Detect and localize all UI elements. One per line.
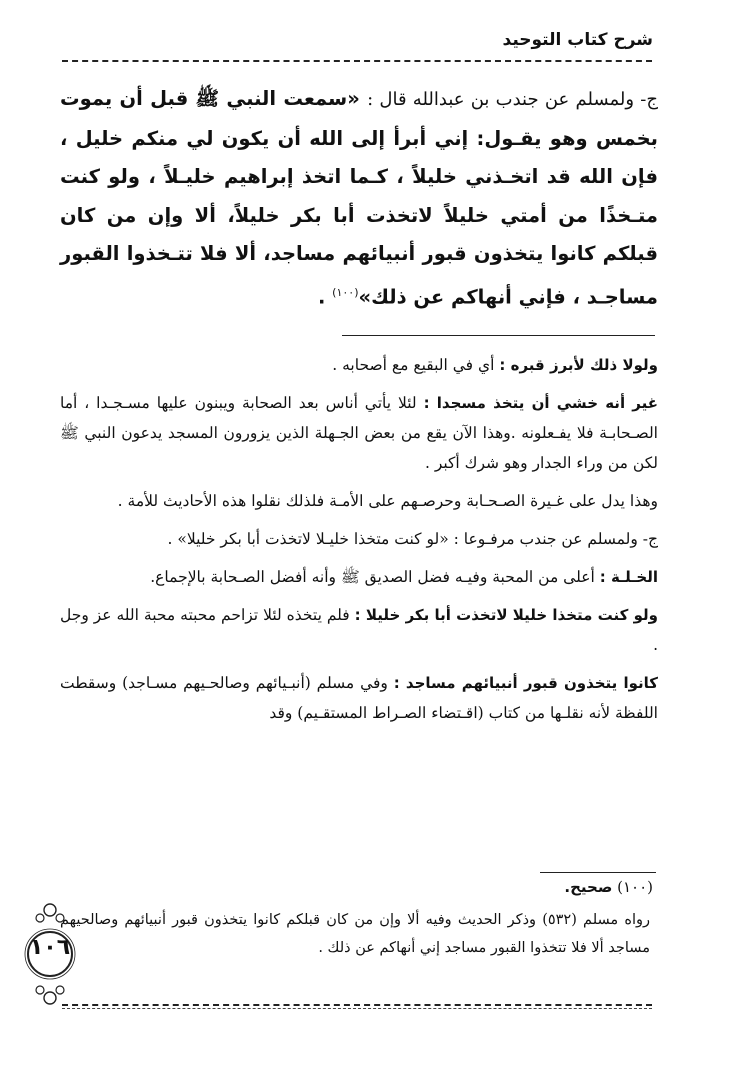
header-divider bbox=[62, 60, 652, 62]
running-header: شرح كتاب التوحيد bbox=[502, 30, 653, 50]
footnote-reference: (١٠٠) bbox=[332, 285, 359, 299]
footnote-heading bbox=[564, 878, 653, 896]
commentary-text: فلم يتخذه لئلا تزاحم محبته محبة الله عز وجل . bbox=[60, 606, 658, 654]
footer-divider bbox=[62, 1004, 652, 1006]
commentary-paragraph bbox=[60, 600, 658, 660]
commentary-text: أعلى من المحبة وفيـه فضل الصديق ﷺ وأنه أفضل الصـحابة بالإجماع. bbox=[150, 568, 600, 586]
page-number: ١٠٦ bbox=[29, 935, 71, 960]
footnote-text: رواه مسلم (٥٣٢) وذكر الحديث وفيه ألا وإن من كان قبلكم كانوا يتخذون قبور أنبيائهم وصالحيهم مساجد ألا فلا تتخذوا القبور مساجد إني أنهاكم عن ذلك . bbox=[60, 912, 650, 956]
commentary-paragraph bbox=[60, 350, 658, 380]
hadith-quote: «سمعت النبي ﷺ قبل أن يموت بخمس وهو يقـول: إني أبرأ إلى الله أن يكون لي منكم خليل ، فإن الله قد اتخـذني خليلاً ، كـما اتخذ إبراهيم خليـلاً ، ولو كنت متـخذًا من أمتي خليلاً لاتخذت أبا بكر خليلاً، ألا وإن من كان قبلكم كانوا يتخذون قبور أنبيائهم مساجد، ألا فلا تتـخذوا القبور مساجـد ، فإني أنهاكم عن ذلك» bbox=[60, 87, 658, 308]
footnote-number: (١٠٠) bbox=[617, 878, 653, 896]
commentary-text: وهذا يدل على غـيرة الصـحـابة وحرصـهم على الأمـة فلذلك نقلوا هذه الأحاديث للأمة . bbox=[117, 492, 658, 510]
commentary-keyword: ولو كنت متخذا خليلا لاتخذت أبا بكر خليلا : bbox=[354, 606, 658, 624]
commentary-paragraph bbox=[60, 524, 658, 554]
hadith-end: . bbox=[317, 285, 326, 308]
commentary-text: لئلا يأتي أناس بعد الصحابة ويبنون عليها مسـجـدا ، أما الصـحابـة فلا يفـعلونه .وهذا الآن يقع من بعض الجـهلة الذين يزورون المسجد يدعون النبي ﷺ لكن من وراء الجدار وهو شرك أكبر . bbox=[60, 394, 658, 472]
hadith-lead: ج- ولمسلم عن جندب بن عبدالله قال : bbox=[367, 89, 659, 110]
commentary-text: أي في البقيع مع أصحابه . bbox=[332, 356, 500, 374]
commentary bbox=[60, 350, 658, 736]
section-divider bbox=[342, 335, 655, 336]
footnote-grade: صحيح. bbox=[564, 878, 613, 896]
commentary-paragraph bbox=[60, 486, 658, 516]
commentary-paragraph bbox=[60, 668, 658, 728]
commentary-paragraph bbox=[60, 562, 658, 592]
commentary-text: ج- ولمسلم عن جندب مرفـوعا : «لو كنت متخذا خليـلا لاتخذت أبا بكر خليلا» . bbox=[167, 530, 658, 548]
commentary-keyword: ولولا ذلك لأبرز قبره : bbox=[499, 356, 658, 374]
footnote-divider bbox=[540, 872, 656, 873]
commentary-paragraph bbox=[60, 388, 658, 478]
hadith-text bbox=[60, 80, 658, 317]
commentary-keyword: غير أنه خشي أن يتخذ مسجدا : bbox=[423, 394, 658, 412]
commentary-keyword: الخـلـة : bbox=[599, 568, 658, 586]
commentary-text: وفي مسلم (أنبـيائهم وصالحـيهم مسـاجد) وسقطت اللفظة لأنه نقلـها من كتاب (اقـتضاء الصـراط المستقـيم) وقد bbox=[60, 674, 658, 722]
commentary-keyword: كانوا يتخذون قبور أنبيائهم مساجد : bbox=[393, 674, 658, 692]
footer-divider-secondary bbox=[62, 1008, 652, 1009]
